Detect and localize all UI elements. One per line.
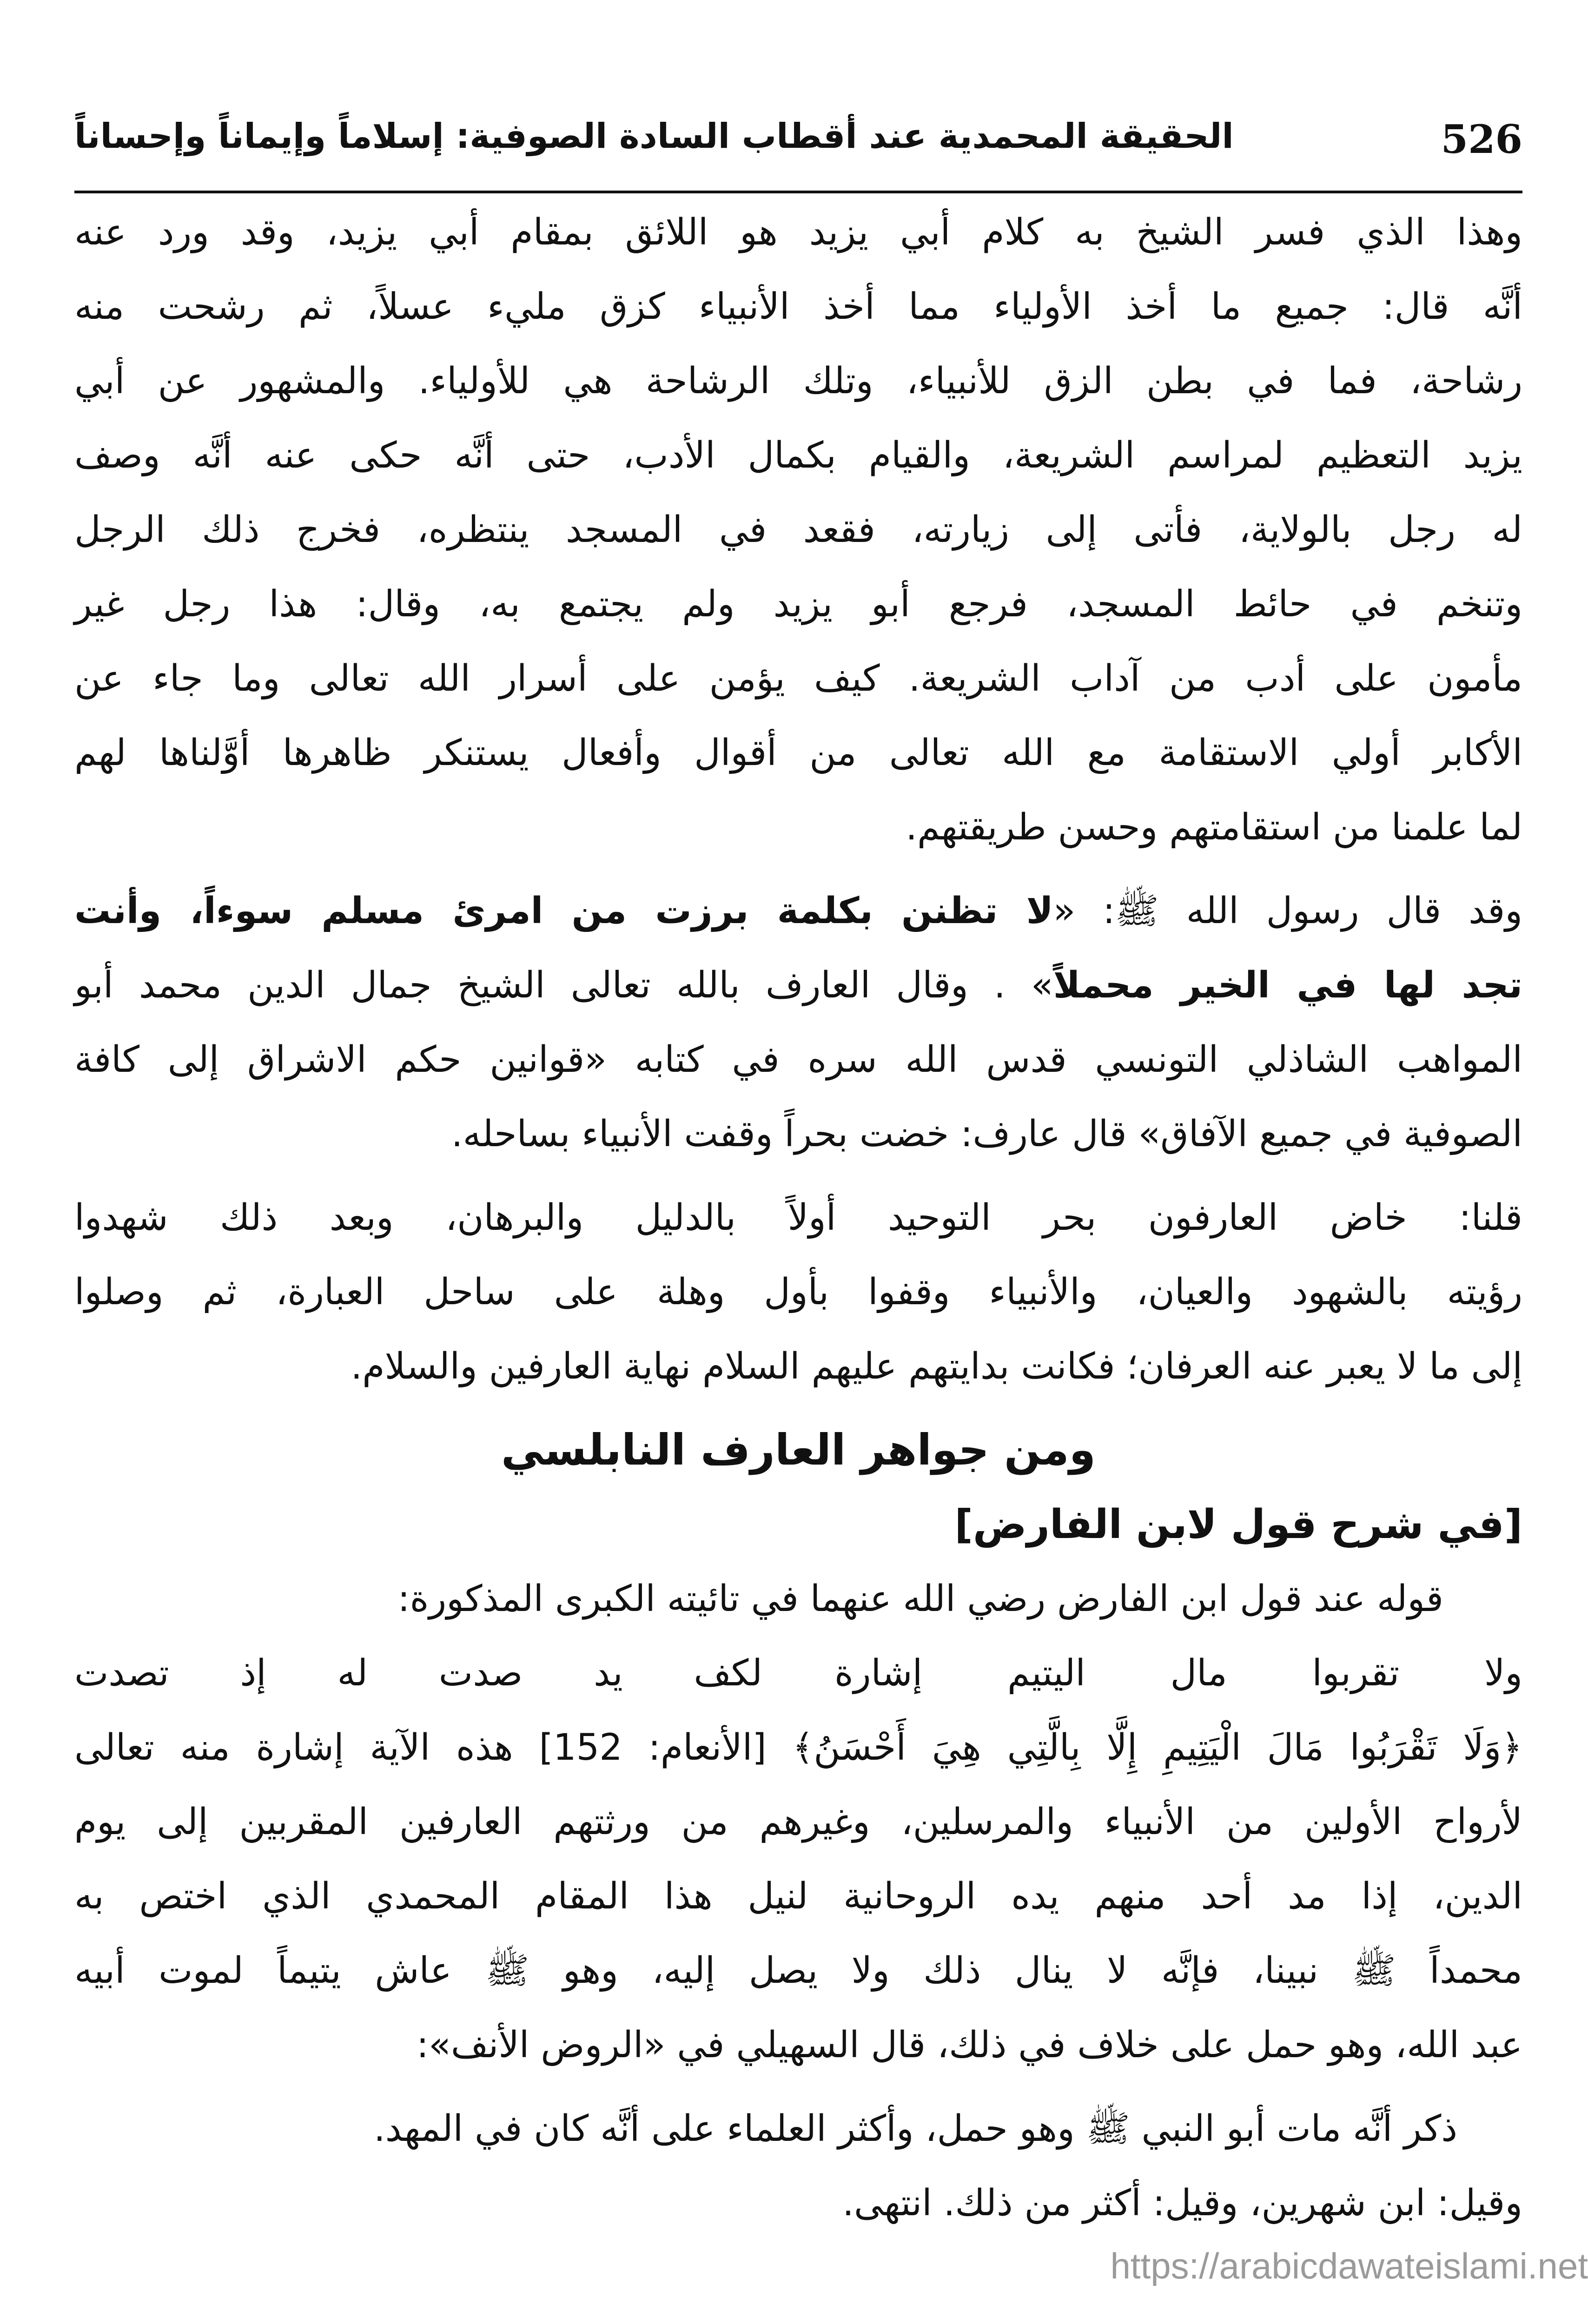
text-line: ﴿وَلَا تَقْرَبُوا مَالَ الْيَتِيمِ إِلَّا بِالَّتِي هِيَ أَحْسَنُ﴾ [الأنعام: 152] هذه الآية إشارة منه تعالى <box>74 1727 1522 1769</box>
paragraph-2 <box>74 874 1522 1171</box>
text-span: وقد قال رسول الله ﷺ: « <box>1053 890 1522 932</box>
text-line: قلنا: خاض العارفون بحر التوحيد أولاً بالدليل والبرهان، وبعد ذلك شهدوا <box>74 1197 1522 1239</box>
text-line: وتنخم في حائط المسجد، فرجع أبو يزيد ولم يجتمع به، وقال: هذا رجل غير <box>74 583 1522 625</box>
paragraph-1 <box>74 195 1522 865</box>
subheading: [في شرح قول لابن الفارض] <box>954 1501 1522 1548</box>
text-line: عبد الله، وهو حمل على خلاف في ذلك، قال السهيلي في «الروض الأنف»: <box>416 2024 1522 2066</box>
intro-paragraph <box>74 1562 1522 1636</box>
paragraph-3 <box>74 1181 1522 1404</box>
text-line: الصوفية في جميع الآفاق» قال عارف: خضت بحراً وقفت الأنبياء بساحله. <box>451 1113 1522 1155</box>
text-line: الدين، إذا مد أحد منهم يده الروحانية لنيل هذا المقام المحمدي الذي اختص به <box>74 1875 1522 1917</box>
text-line: لأرواح الأولين من الأنبياء والمرسلين، وغيرهم من ورثتهم العارفين المقربين إلى يوم <box>74 1801 1522 1843</box>
section-heading: ومن جواهر العارف النابلسي <box>501 1425 1096 1475</box>
text-line: رشاحة، فما في بطن الزق للأنبياء، وتلك الرشاحة هي للأولياء. والمشهور عن أبي <box>74 360 1522 402</box>
page-number: 526 <box>1441 116 1522 162</box>
text-line: وقيل: ابن شهرين، وقيل: أكثر من ذلك. انتهى. <box>842 2182 1522 2224</box>
header-rule <box>74 191 1522 193</box>
quote-paragraph <box>74 2092 1522 2240</box>
poem-verse <box>74 1636 1522 1710</box>
running-title: الحقيقة المحمدية عند أقطاب السادة الصوفية: إسلاماً وإيماناً وإحساناً <box>74 116 1234 156</box>
verse-second-hemistich: لكف يد صدت له إذ تصدت <box>74 1652 762 1694</box>
hadith-text: تجد لها في الخير محملاً <box>1053 964 1523 1006</box>
hadith-text: لا تظنن بكلمة برزت من امرئ مسلم سوءاً، وأنت <box>74 890 1053 932</box>
watermark-url: https://arabicdawateislami.net <box>1110 2245 1588 2286</box>
text-line: محمداً ﷺ نبينا، فإنَّه لا ينال ذلك ولا يصل إليه، وهو ﷺ عاش يتيماً لموت أبيه <box>74 1950 1522 1992</box>
text-line: الأكابر أولي الاستقامة مع الله تعالى من أقوال وأفعال يستنكر ظاهرها أوَّلناها لهم <box>74 732 1522 774</box>
watermark-row <box>74 2240 1588 2291</box>
text-line <box>74 874 1522 948</box>
text-line: قوله عند قول ابن الفارض رضي الله عنهما في تائيته الكبرى المذكورة: <box>397 1578 1443 1620</box>
text-line: المواهب الشاذلي التونسي قدس الله سره في كتابه «قوانين حكم الاشراق إلى كافة <box>74 1039 1522 1081</box>
verse-first-hemistich: ولا تقربوا مال اليتيم إشارة <box>834 1652 1522 1694</box>
text-line: أنَّه قال: جميع ما أخذ الأولياء مما أخذ الأنبياء كزق مليء عسلاً، ثم رشحت منه <box>74 286 1522 328</box>
text-line: يزيد التعظيم لمراسم الشريعة، والقيام بكمال الأدب، حتى أنَّه حكى عنه أنَّه وصف <box>74 435 1522 476</box>
text-line: إلى ما لا يعبر عنه العرفان؛ فكانت بدايتهم عليهم السلام نهاية العارفين والسلام. <box>351 1346 1522 1387</box>
text-span: » . وقال العارف بالله تعالى الشيخ جمال الدين محمد أبو <box>74 964 1053 1006</box>
text-line: وهذا الذي فسر الشيخ به كلام أبي يزيد هو اللائق بمقام أبي يزيد، وقد ورد عنه <box>74 211 1522 253</box>
text-line: له رجل بالولاية، فأتى إلى زيارته، فقعد في المسجد ينتظره، فخرج ذلك الرجل <box>74 509 1522 551</box>
text-line <box>74 948 1522 1023</box>
running-header <box>74 116 1522 177</box>
text-line: لما علمنا من استقامتهم وحسن طريقتهم. <box>906 806 1522 848</box>
text-line: ذكر أنَّه مات أبو النبي ﷺ وهو حمل، وأكثر العلماء على أنَّه كان في المهد. <box>373 2108 1457 2150</box>
text-line: مأمون على أدب من آداب الشريعة. كيف يؤمن على أسرار الله تعالى وما جاء عن <box>74 658 1522 700</box>
paragraph-4 <box>74 1710 1522 2082</box>
text-line: رؤيته بالشهود والعيان، والأنبياء وقفوا بأول وهلة على ساحل العبارة، ثم وصلوا <box>74 1271 1522 1313</box>
